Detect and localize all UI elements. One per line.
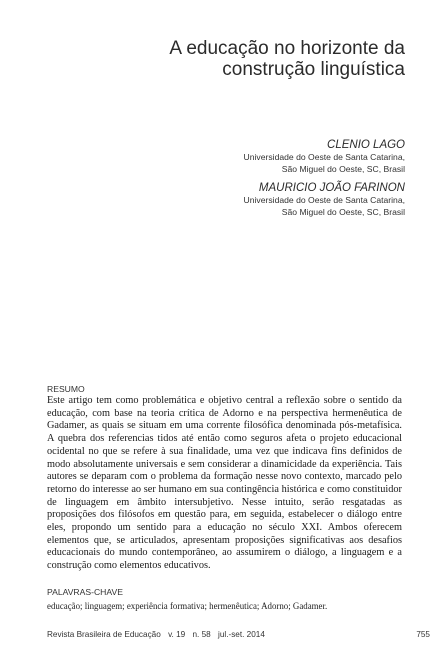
article-title-line-1: A educação no horizonte da xyxy=(169,38,405,59)
author-affiliation-line-1: Universidade do Oeste de Santa Catarina, xyxy=(243,195,405,205)
abstract-body xyxy=(47,395,402,573)
author-affiliation-line-2: São Miguel do Oeste, SC, Brasil xyxy=(281,163,405,174)
author-affiliation-line-1: Universidade do Oeste de Santa Catarina, xyxy=(243,152,405,162)
article-title-line-2: construção linguística xyxy=(222,59,405,80)
author-affiliation-line-2: São Miguel do Oeste, SC, Brasil xyxy=(281,206,405,217)
article-title xyxy=(65,38,405,80)
abstract-text: Este artigo tem como problemática e objetivo central a reflexão sobre o sentido da educação, com base na teoria crítica de Adorno e na perspectiva hermenêutica de Gadamer, as quais se situam em uma corrente filosófica denominada pós-metafísica. A quebra dos referencias tidos até então como seguros afeta o projeto educacional ocidental no que se refere à sua finalidade, uma vez que indicava fins definidos de modo absolutamente universais e sem considerar a dinamicidade da experiência. Tais autores se deparam com o problema da formação nesse novo contexto, marcado pelo retorno do interesse ao ser humano em sua contingência histórica e como constituidor de linguagem em âmbito intersubjetivo. Nesse intuito, serão resgatadas as proposições dos filósofos em questão para, em seguida, estabelecer o diálogo entre eles, propondo um sentido para a educação no século XXI. Ambos oferecem elementos que, se articulados, apresentam proposições significativas aos desafios educacionais do mundo contemporâneo, ao assumirem o diálogo, a linguagem e a construção como elementos educativos. xyxy=(47,395,402,572)
author-name: CLENIO LAGO xyxy=(327,139,405,151)
author-name: MAURICIO JOÃO FARINON xyxy=(258,182,405,194)
footer-volume: v. 19 xyxy=(168,630,186,639)
keywords-text: educação; linguagem; experiência formativa; hermenêutica; Adorno; Gadamer. xyxy=(47,601,328,611)
abstract-heading: RESUMO xyxy=(47,384,85,394)
page-footer xyxy=(47,630,270,639)
footer-period: jul.-set. 2014 xyxy=(218,630,265,639)
page-number: 755 xyxy=(416,630,430,639)
keywords-heading: PALAVRAS-CHAVE xyxy=(47,587,123,597)
author-1 xyxy=(85,138,405,175)
authors-block xyxy=(85,138,405,224)
footer-journal-name: Revista Brasileira de Educação xyxy=(47,630,161,639)
footer-number: n. 58 xyxy=(192,630,211,639)
author-2 xyxy=(85,181,405,218)
